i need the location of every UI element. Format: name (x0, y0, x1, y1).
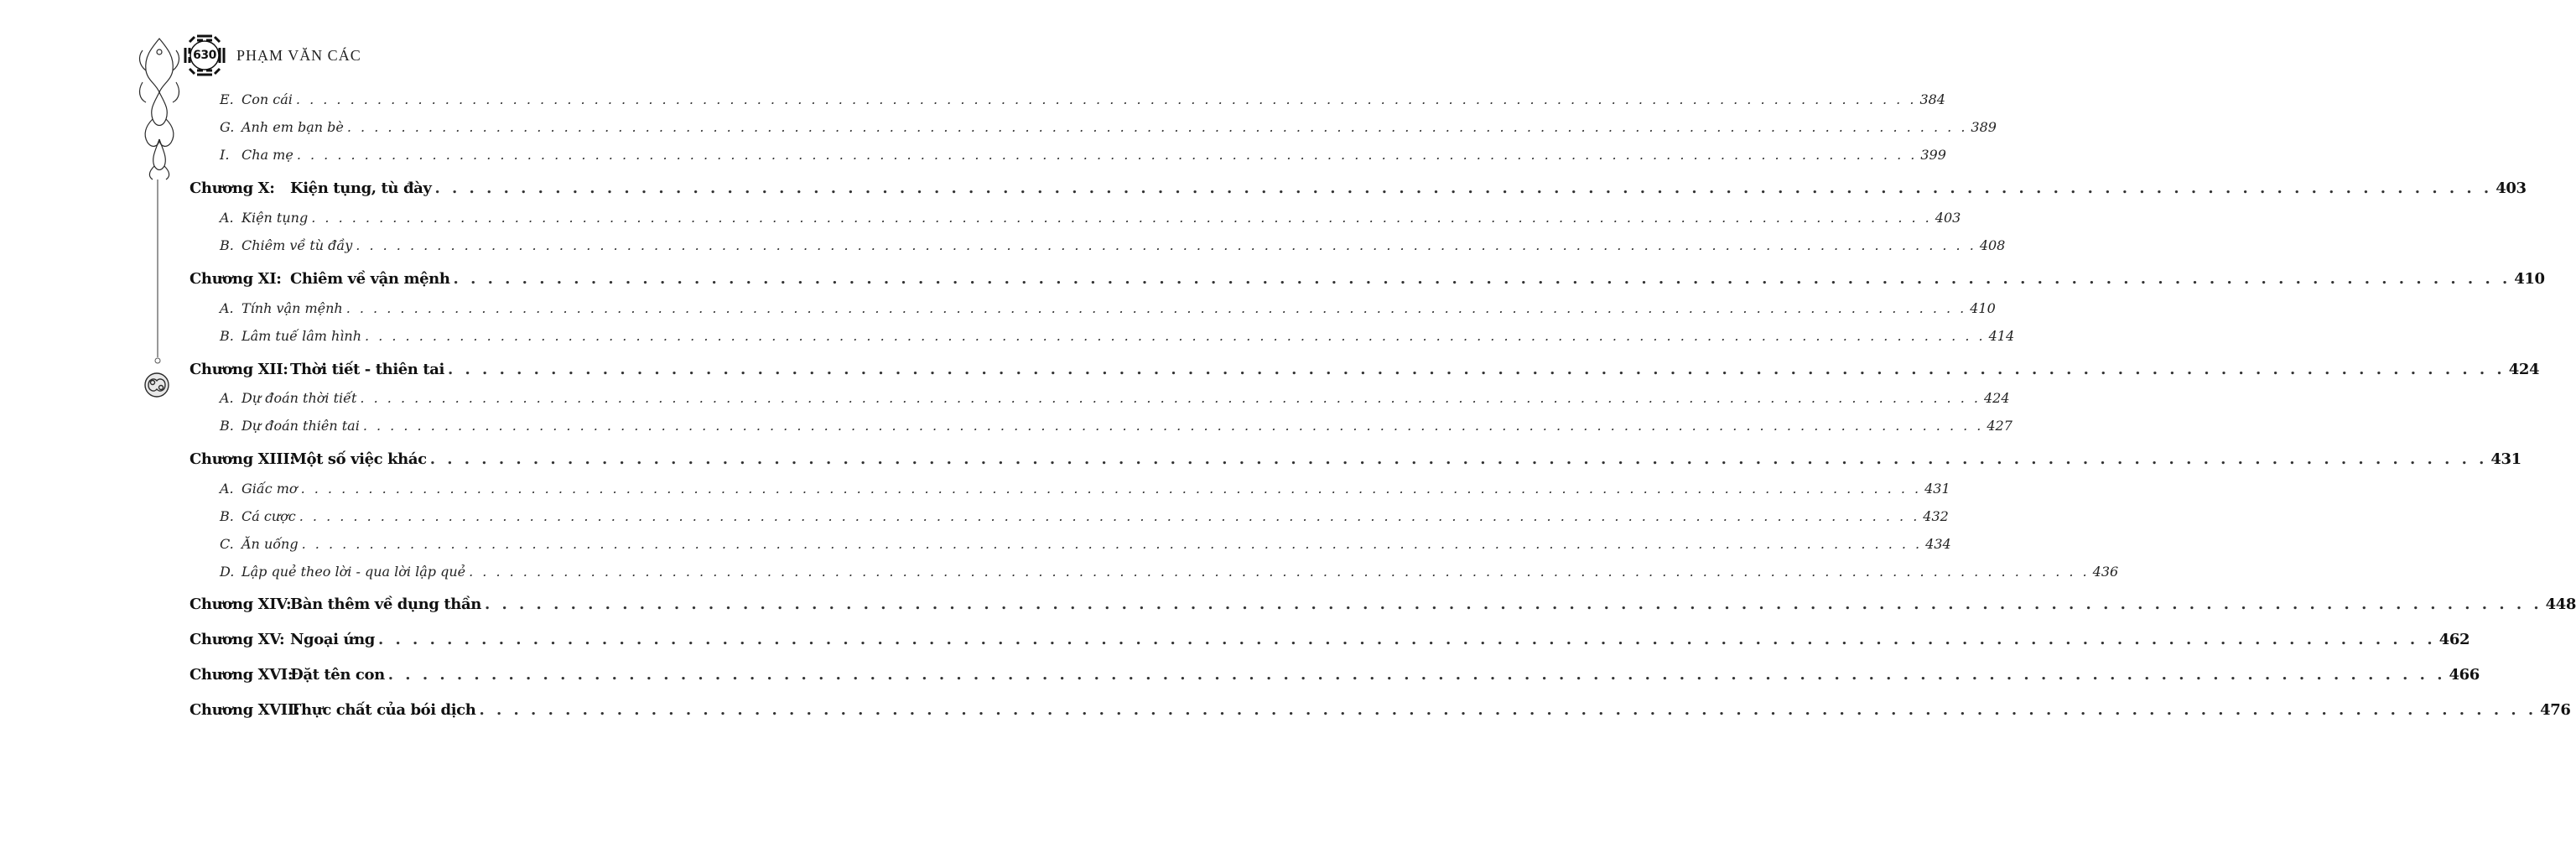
toc-subentry-row (220, 390, 2010, 406)
subentry-title: Tính vận mệnh (242, 300, 343, 316)
toc-chapter-row (190, 179, 2527, 197)
dot-leader: . . . . . . . . . . . . . . . . . . . . . . . . . . . . . . . . . . . . . . . . . . . . . . . . . . . . . . . . . . . . . . . . . . . . . . . . . . . . . . . . . . . . . . . . . . . . . . . . . . . . . . . . . . . . . . . . . . . . . . . . (295, 91, 1917, 107)
subentry-title: Giấc mơ (242, 481, 298, 497)
chapter-title: Ngoại ứng (290, 631, 375, 648)
chapter-label: Chương XV: (190, 631, 285, 648)
page-reference: 431 (2490, 450, 2521, 468)
page-reference: 389 (1971, 119, 1997, 135)
page-reference: 434 (1925, 536, 1951, 552)
chapter-title: Thời tiết - thiên tai (290, 361, 444, 378)
page-reference: 399 (1920, 147, 1946, 163)
toc-subentry-row (220, 119, 1997, 135)
toc-chapter-row (190, 450, 2521, 468)
subentry-title: Ăn uống (242, 536, 299, 552)
chapter-label: Chương XVII: (190, 701, 300, 719)
subentry-letter: D. (220, 564, 235, 580)
page-reference: 424 (1983, 390, 2010, 406)
subentry-letter: A. (220, 300, 234, 316)
dot-leader: . . . . . . . . . . . . . . . . . . . . . . . . . . . . . . . . . . . . . . . . . . . . . . . . . . . . . . . . . . . . . . . . . . . . . . . . . . . . . . . . . . . . . . . . . . . . . . . . . . . . . . . . . . . . . . . . . . . . . . . . (362, 418, 1984, 434)
page-reference: 410 (2514, 270, 2545, 288)
chapter-title: Kiện tụng, tù đày (290, 179, 432, 197)
subentry-letter: B. (220, 237, 234, 253)
subentry-title: Kiện tụng (242, 210, 309, 226)
page-reference: 436 (2092, 564, 2119, 580)
subentry-title: Lâm tuế lâm hình (242, 328, 362, 344)
subentry-letter: B. (220, 508, 234, 524)
subentry-letter: G. (220, 119, 235, 135)
dot-leader: . . . . . . . . . . . . . . . . . . . . . . . . . . . . . . . . . . . . . . . . . . . . . . . . . . . . . . . . . . . . . . . . . . . . . . . . . . . . . . . . . . . . . . . . . . . . . . . . . . . . . . . . . . . . . . . . . . . . . . . . (469, 564, 2090, 580)
subentry-title: Chiêm về tù đầy (242, 237, 353, 253)
subentry-title: Dự đoán thời tiết (242, 390, 357, 406)
page-reference: 448 (2545, 596, 2576, 613)
subentry-title: Cá cược (242, 508, 296, 524)
chapter-label: Chương XIII: (190, 450, 295, 468)
page-reference: 410 (1970, 300, 1996, 316)
subentry-letter: B. (220, 418, 234, 434)
page-reference: 431 (1924, 481, 1950, 497)
dot-leader: . . . . . . . . . . . . . . . . . . . . . . . . . . . . . . . . . . . . . . . . . . . . . . . . . . . . . . . . . . . . . . . . . . . . . . . . . . . . . . . . . . . . . . . . . . . . . . . . . . . . . . . . . . . . . . . . . . . . . . . . (300, 481, 1922, 497)
subentry-letter: I. (220, 147, 230, 163)
dot-leader: . . . . . . . . . . . . . . . . . . . . . . . . . . . . . . . . . . . . . . . . . . . . . . . . . . . . . . . . . . . . . . . . . . . . . . . . . . . . . . . . . . . . . . . . . . . . . . . . . . . . . . . . . . . . . . . . . . . . . . . . (377, 631, 2436, 648)
page-reference: 427 (1987, 418, 2012, 434)
chapter-title: Một số việc khác (290, 450, 427, 468)
toc-subentry-row (220, 147, 1946, 163)
toc-subentry-row (220, 536, 1951, 552)
chapter-label: Chương XVI: (190, 666, 293, 684)
dot-leader: . . . . . . . . . . . . . . . . . . . . . . . . . . . . . . . . . . . . . . . . . . . . . . . . . . . . . . . . . . . . . . . . . . . . . . . . . . . . . . . . . . . . . . . . . . . . . . . . . . . . . . . . . . . . . . . . . . . . . . . . (429, 450, 2488, 468)
subentry-title: Anh em bạn bè (242, 119, 344, 135)
chapter-title: Đặt tên con (290, 666, 385, 684)
page-reference: 466 (2449, 666, 2480, 684)
page-reference: 424 (2508, 361, 2540, 378)
dot-leader: . . . . . . . . . . . . . . . . . . . . . . . . . . . . . . . . . . . . . . . . . . . . . . . . . . . . . . . . . . . . . . . . . . . . . . . . . . . . . . . . . . . . . . . . . . . . . . . . . . . . . . . . . . . . . . . . . . . . . . . . (311, 210, 1932, 226)
toc-chapter-row (190, 270, 2545, 288)
subentry-title: Con cái (242, 91, 293, 107)
toc-subentry-row (220, 91, 1945, 107)
dot-leader: . . . . . . . . . . . . . . . . . . . . . . . . . . . . . . . . . . . . . . . . . . . . . . . . . . . . . . . . . . . . . . . . . . . . . . . . . . . . . . . . . . . . . . . . . . . . . . . . . . . . . . . . . . . . . . . . . . . . . . . . (447, 361, 2506, 378)
dot-leader: . . . . . . . . . . . . . . . . . . . . . . . . . . . . . . . . . . . . . . . . . . . . . . . . . . . . . . . . . . . . . . . . . . . . . . . . . . . . . . . . . . . . . . . . . . . . . . . . . . . . . . . . . . . . . . . . . . . . . . . . (296, 147, 1918, 163)
dot-leader: . . . . . . . . . . . . . . . . . . . . . . . . . . . . . . . . . . . . . . . . . . . . . . . . . . . . . . . . . . . . . . . . . . . . . . . . . . . . . . . . . . . . . . . . . . . . . . . . . . . . . . . . . . . . . . . . . . . . . . . . (365, 328, 1986, 344)
dot-leader: . . . . . . . . . . . . . . . . . . . . . . . . . . . . . . . . . . . . . . . . . . . . . . . . . . . . . . . . . . . . . . . . . . . . . . . . . . . . . . . . . . . . . . . . . . . . . . . . . . . . . . . . . . . . . . . . . . . . . . . . (345, 300, 1967, 316)
chapter-label: Chương XIV: (190, 596, 292, 613)
chapter-title: Thực chất của bói dịch (290, 701, 476, 719)
toc-subentry-row (220, 418, 2012, 434)
dot-leader: . . . . . . . . . . . . . . . . . . . . . . . . . . . . . . . . . . . . . . . . . . . . . . . . . . . . . . . . . . . . . . . . . . . . . . . . . . . . . . . . . . . . . . . . . . . . . . . . . . . . . . . . . . . . . . . . . . . . . . . . (387, 666, 2446, 684)
dot-leader: . . . . . . . . . . . . . . . . . . . . . . . . . . . . . . . . . . . . . . . . . . . . . . . . . . . . . . . . . . . . . . . . . . . . . . . . . . . . . . . . . . . . . . . . . . . . . . . . . . . . . . . . . . . . . . . . . . . . . . . . (479, 701, 2537, 719)
page-reference: 414 (1988, 328, 2015, 344)
toc-chapter-row (190, 701, 2571, 719)
page-reference: 384 (1919, 91, 1945, 107)
subentry-letter: A. (220, 390, 234, 406)
page-reference: 432 (1923, 508, 1949, 524)
subentry-letter: A. (220, 210, 234, 226)
toc-chapter-row (190, 631, 2470, 648)
subentry-title: Cha mẹ (242, 147, 293, 163)
page-reference: 403 (1935, 210, 1961, 226)
page-reference: 408 (1979, 237, 2006, 253)
dot-leader: . . . . . . . . . . . . . . . . . . . . . . . . . . . . . . . . . . . . . . . . . . . . . . . . . . . . . . . . . . . . . . . . . . . . . . . . . . . . . . . . . . . . . . . . . . . . . . . . . . . . . . . . . . . . . . . . . . . . . . . . (484, 596, 2542, 613)
dot-leader: . . . . . . . . . . . . . . . . . . . . . . . . . . . . . . . . . . . . . . . . . . . . . . . . . . . . . . . . . . . . . . . . . . . . . . . . . . . . . . . . . . . . . . . . . . . . . . . . . . . . . . . . . . . . . . . . . . . . . . . . (346, 119, 1968, 135)
chapter-label: Chương XI: (190, 270, 282, 288)
subentry-letter: A. (220, 481, 234, 497)
page-reference: 476 (2540, 701, 2571, 719)
toc-subentry-row (220, 300, 1996, 316)
toc-subentry-row (220, 508, 1949, 524)
chapter-title: Chiêm về vận mệnh (290, 270, 450, 288)
running-head-author: PHẠM VĂN CÁC (236, 46, 361, 64)
page-number: 630 (193, 49, 216, 62)
toc-subentry-row (220, 564, 2119, 580)
chapter-title: Bàn thêm về dụng thần (290, 596, 481, 613)
toc-subentry-row (220, 237, 2006, 253)
dot-leader: . . . . . . . . . . . . . . . . . . . . . . . . . . . . . . . . . . . . . . . . . . . . . . . . . . . . . . . . . . . . . . . . . . . . . . . . . . . . . . . . . . . . . . . . . . . . . . . . . . . . . . . . . . . . . . . . . . . . . . . . (360, 390, 1981, 406)
dot-leader: . . . . . . . . . . . . . . . . . . . . . . . . . . . . . . . . . . . . . . . . . . . . . . . . . . . . . . . . . . . . . . . . . . . . . . . . . . . . . . . . . . . . . . . . . . . . . . . . . . . . . . . . . . . . . . . . . . . . . . . . (434, 179, 2493, 197)
dot-leader: . . . . . . . . . . . . . . . . . . . . . . . . . . . . . . . . . . . . . . . . . . . . . . . . . . . . . . . . . . . . . . . . . . . . . . . . . . . . . . . . . . . . . . . . . . . . . . . . . . . . . . . . . . . . . . . . . . . . . . . . (356, 237, 1976, 253)
page-reference: 403 (2496, 179, 2527, 197)
toc-chapter-row (190, 666, 2480, 684)
dot-leader: . . . . . . . . . . . . . . . . . . . . . . . . . . . . . . . . . . . . . . . . . . . . . . . . . . . . . . . . . . . . . . . . . . . . . . . . . . . . . . . . . . . . . . . . . . . . . . . . . . . . . . . . . . . . . . . . . . . . . . . . (301, 536, 1923, 552)
subentry-letter: B. (220, 328, 234, 344)
subentry-letter: E. (220, 91, 234, 107)
toc-chapter-row (190, 361, 2540, 378)
subentry-letter: C. (220, 536, 234, 552)
toc-chapter-row (190, 596, 2576, 613)
dot-leader: . . . . . . . . . . . . . . . . . . . . . . . . . . . . . . . . . . . . . . . . . . . . . . . . . . . . . . . . . . . . . . . . . . . . . . . . . . . . . . . . . . . . . . . . . . . . . . . . . . . . . . . . . . . . . . . . . . . . . . . . (299, 508, 1920, 524)
chapter-label: Chương X: (190, 179, 275, 197)
page-reference: 462 (2438, 631, 2470, 648)
subentry-title: Dự đoán thiên tai (242, 418, 360, 434)
toc-subentry-row (220, 210, 1961, 226)
toc-subentry-row (220, 328, 2015, 344)
chapter-label: Chương XII: (190, 361, 288, 378)
subentry-title: Lập quẻ theo lời - qua lời lập quẻ (242, 564, 466, 580)
dot-leader: . . . . . . . . . . . . . . . . . . . . . . . . . . . . . . . . . . . . . . . . . . . . . . . . . . . . . . . . . . . . . . . . . . . . . . . . . . . . . . . . . . . . . . . . . . . . . . . . . . . . . . . . . . . . . . . . . . . . . . . . (453, 270, 2511, 288)
toc-subentry-row (220, 481, 1950, 497)
